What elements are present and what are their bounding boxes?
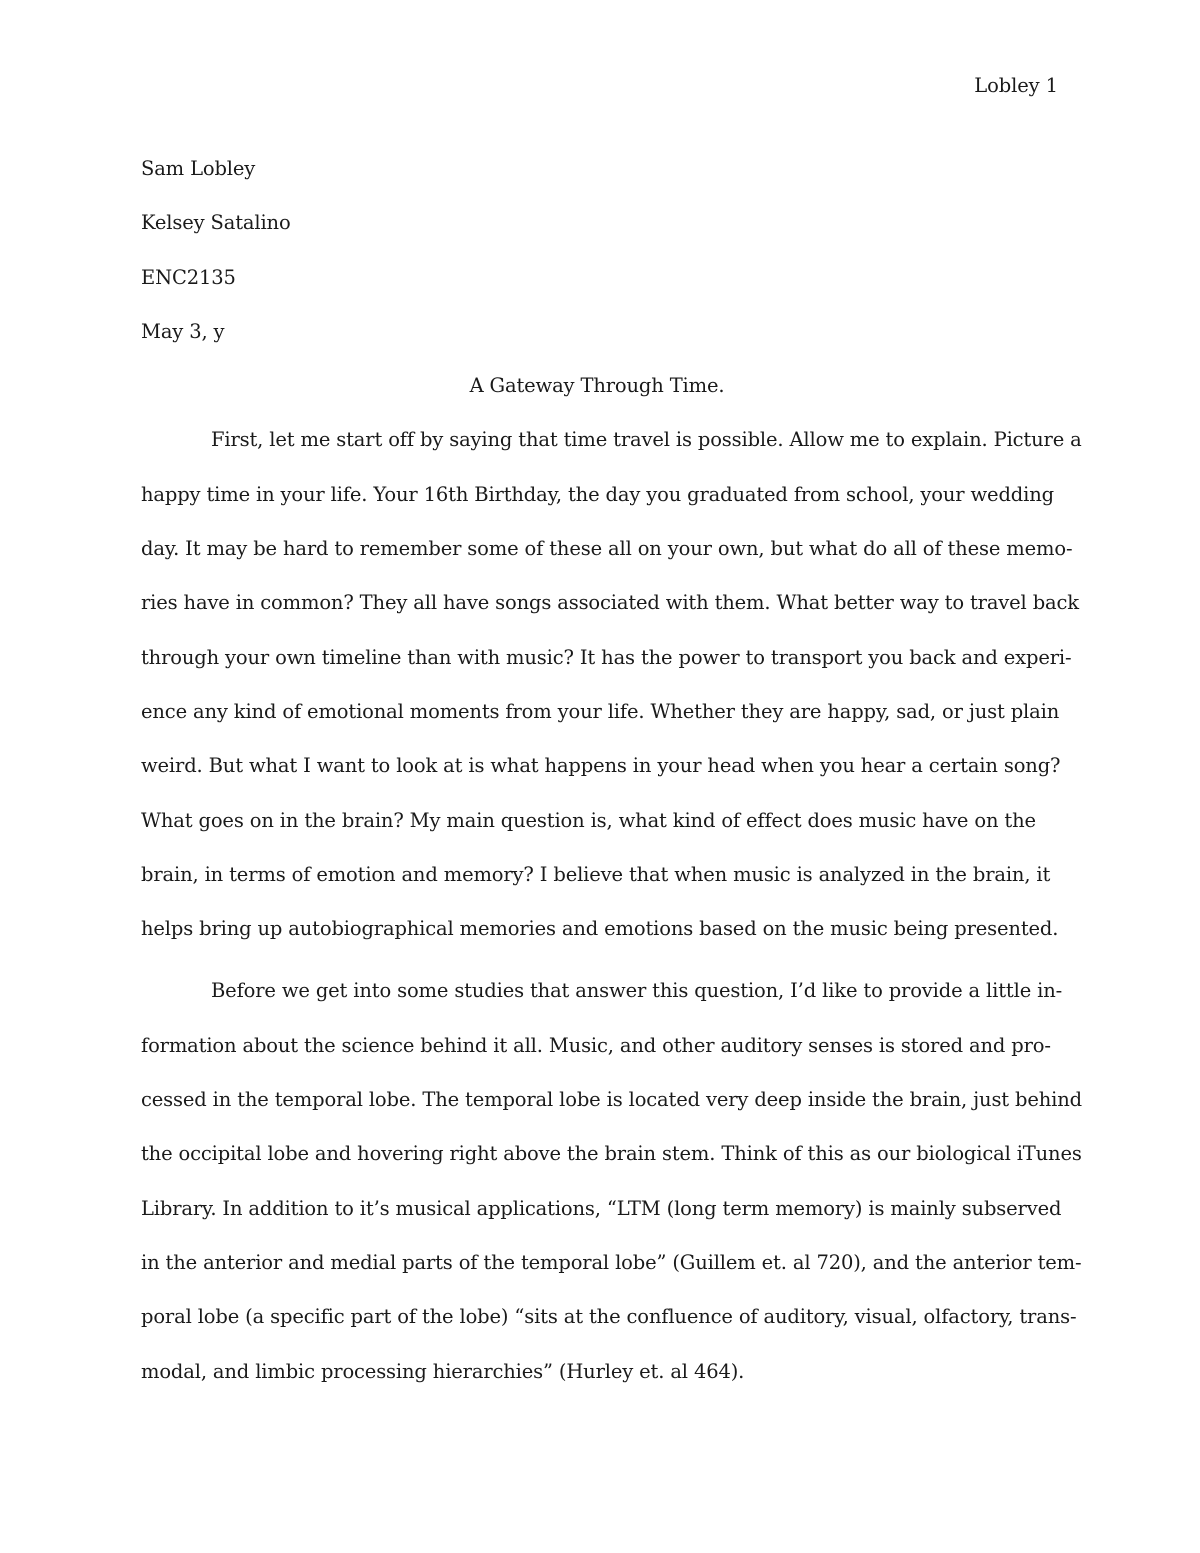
text-line: First, let me start off by saying that time travel is possible. Allow me to explain. Picture a xyxy=(211,428,1082,452)
text-line: the occipital lobe and hovering right above the brain stem. Think of this as our biological iTunes xyxy=(141,1142,1082,1166)
course-code: ENC2135 xyxy=(141,265,236,289)
instructor-name: Kelsey Satalino xyxy=(141,211,291,235)
text-line: Library. In addition to it’s musical applications, “LTM (long term memory) is mainly subserved xyxy=(141,1196,1062,1220)
text-line: brain, in terms of emotion and memory? I believe that when music is analyzed in the brain, it xyxy=(141,862,1051,886)
text-line: modal, and limbic processing hierarchies” (Hurley et. al 464). xyxy=(141,1359,745,1383)
document-date: May 3, y xyxy=(141,319,225,343)
text-line: formation about the science behind it all. Music, and other auditory senses is stored and pro- xyxy=(141,1033,1051,1057)
text-line: ries have in common? They all have songs associated with them. What better way to travel back xyxy=(141,591,1079,615)
essay-title: A Gateway Through Time. xyxy=(469,374,725,398)
text-line: day. It may be hard to remember some of these all on your own, but what do all of these memo- xyxy=(141,537,1073,561)
text-line: ence any kind of emotional moments from your life. Whether they are happy, sad, or just plain xyxy=(141,699,1060,723)
text-line: helps bring up autobiographical memories and emotions based on the music being presented. xyxy=(141,917,1059,941)
text-line: cessed in the temporal lobe. The temporal lobe is located very deep inside the brain, just behind xyxy=(141,1088,1082,1112)
text-line: weird. But what I want to look at is what happens in your head when you hear a certain song? xyxy=(141,754,1061,778)
text-line: through your own timeline than with music? It has the power to transport you back and experi- xyxy=(141,645,1072,669)
text-line: poral lobe (a specific part of the lobe) “sits at the confluence of auditory, visual, olfactory, trans- xyxy=(141,1305,1077,1329)
paragraph-spacing xyxy=(141,956,1053,964)
text-line: Before we get into some studies that answer this question, I’d like to provide a little in- xyxy=(211,979,1063,1003)
text-line: What goes on in the brain? My main question is, what kind of effect does music have on the xyxy=(141,808,1036,832)
text-line: in the anterior and medial parts of the temporal lobe” (Guillem et. al 720), and the anterior tem- xyxy=(141,1250,1082,1274)
paragraph-2 xyxy=(141,964,1082,1398)
document-body xyxy=(141,142,1082,1399)
text-line: happy time in your life. Your 16th Birthday, the day you graduated from school, your wedding xyxy=(141,482,1054,506)
author-name: Sam Lobley xyxy=(141,157,256,180)
paragraph-1 xyxy=(141,413,1082,956)
running-head: Lobley 1 xyxy=(974,74,1058,97)
